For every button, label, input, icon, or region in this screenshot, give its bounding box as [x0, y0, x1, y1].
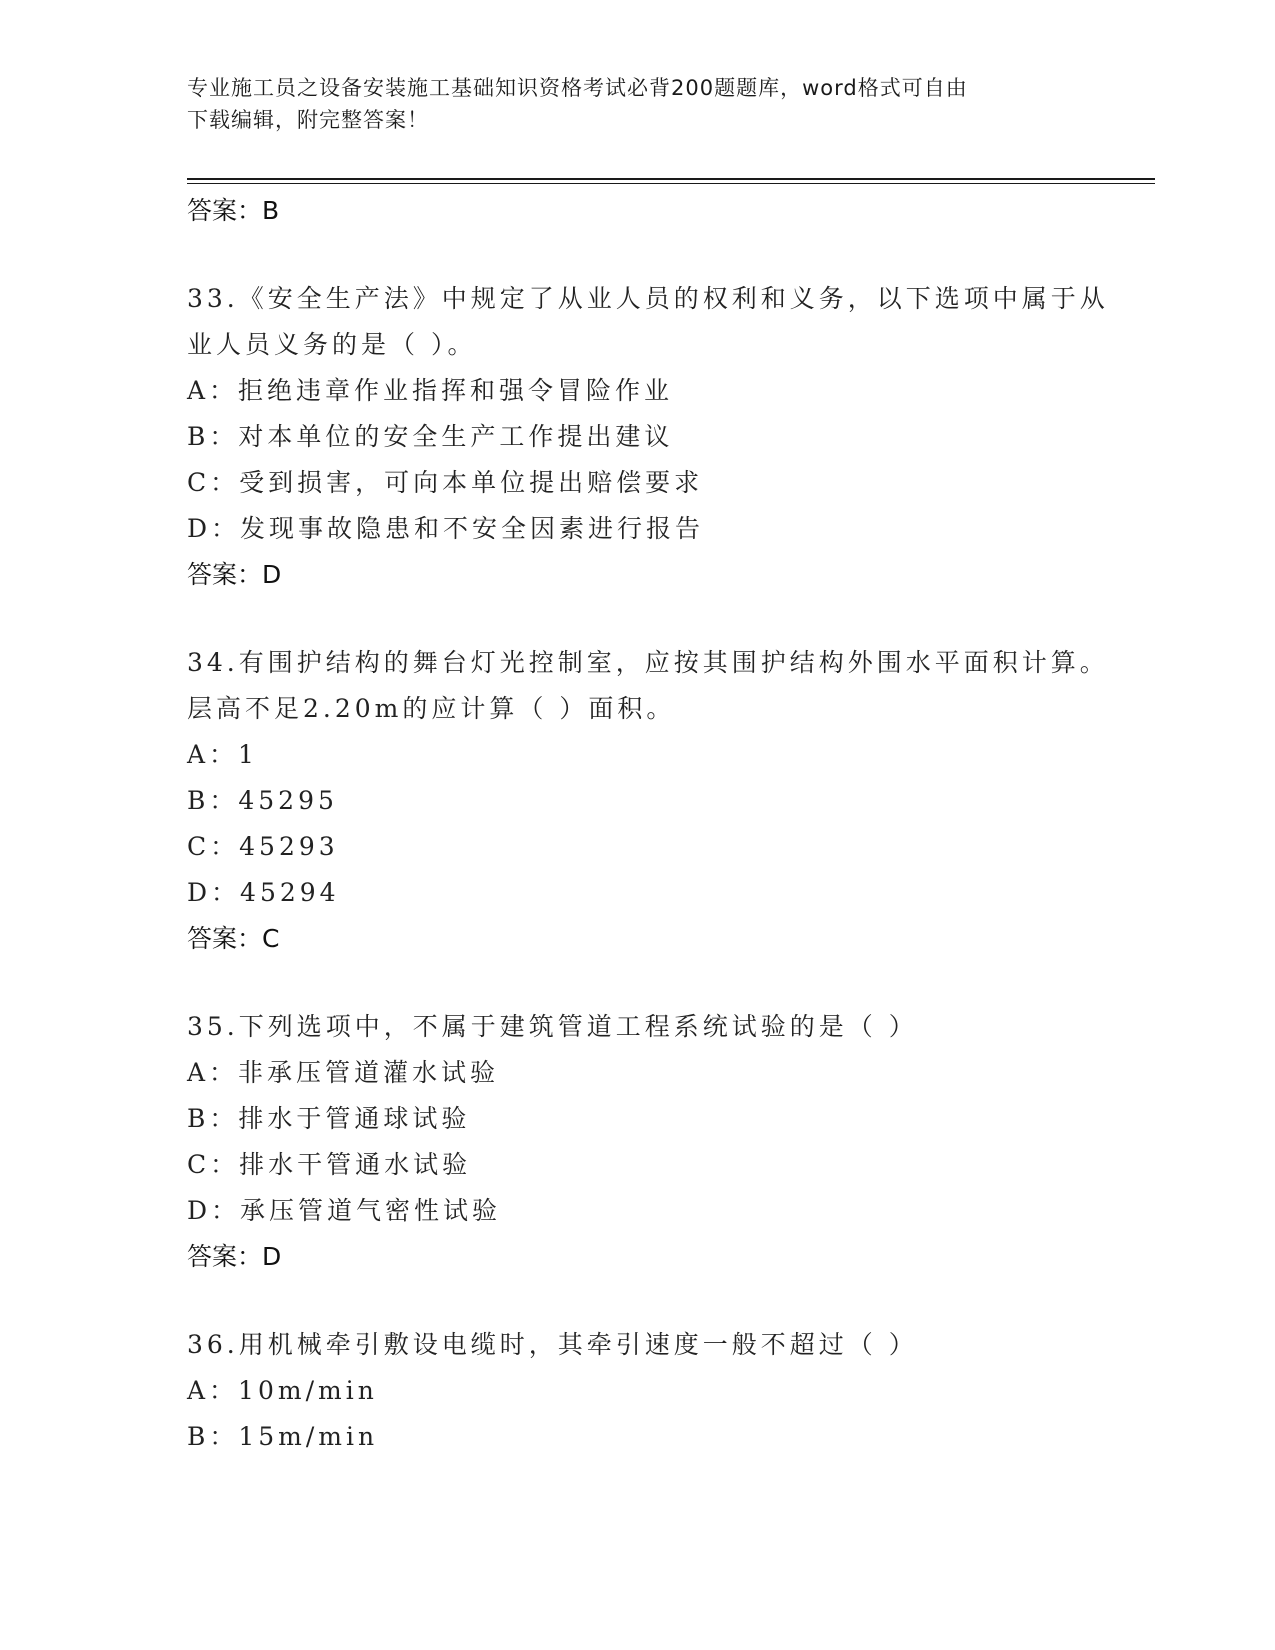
question-36-option-a: A：10m/min [187, 1376, 378, 1405]
question-34-option-d: D：45294 [187, 878, 340, 907]
question-36 [187, 1322, 1127, 1460]
question-33-option-c: C：受到损害，可向本单位提出赔偿要求 [187, 468, 704, 497]
question-33-option-b: B：对本单位的安全生产工作提出建议 [187, 422, 674, 451]
question-35-option-a: A：非承压管道灌水试验 [187, 1058, 500, 1087]
question-34 [187, 640, 1127, 962]
header-divider-thick [187, 178, 1155, 180]
question-35-text: 35.下列选项中，不属于建筑管道工程系统试验的是（ ） [187, 1012, 918, 1041]
question-33-option-a: A：拒绝违章作业指挥和强令冒险作业 [187, 376, 674, 405]
question-35-option-c: C：排水干管通水试验 [187, 1150, 472, 1179]
question-35 [187, 1004, 1127, 1280]
question-35-option-d: D：承压管道气密性试验 [187, 1196, 502, 1225]
answer-32: 答案：B [187, 196, 280, 225]
document-header [187, 72, 1087, 136]
question-34-text: 34.有围护结构的舞台灯光控制室，应按其围护结构外围水平面积计算。层高不足2.20m的应计算（ ）面积。 [187, 648, 1109, 723]
question-34-option-c: C：45293 [187, 832, 339, 861]
question-33-option-d: D：发现事故隐患和不安全因素进行报告 [187, 514, 705, 543]
question-33-text: 33.《安全生产法》中规定了从业人员的权利和义务，以下选项中属于从业人员义务的是（ ）。 [187, 284, 1109, 359]
question-36-text: 36.用机械牵引敷设电缆时，其牵引速度一般不超过（ ） [187, 1330, 918, 1359]
question-35-option-b: B：排水于管通球试验 [187, 1104, 471, 1133]
answer-35: 答案：D [187, 1242, 282, 1271]
header-divider-thin [187, 183, 1155, 184]
question-34-option-b: B：45295 [187, 786, 338, 815]
question-list [187, 188, 1127, 1460]
answer-33: 答案：D [187, 560, 282, 589]
question-33 [187, 276, 1127, 598]
header-line-2: 下载编辑，附完整答案！ [187, 108, 429, 132]
answer-34: 答案：C [187, 924, 280, 953]
question-34-option-a: A：1 [187, 740, 258, 769]
header-line-1: 专业施工员之设备安装施工基础知识资格考试必背200题题库，word格式可自由 [187, 76, 968, 100]
question-36-option-b: B：15m/min [187, 1422, 379, 1451]
